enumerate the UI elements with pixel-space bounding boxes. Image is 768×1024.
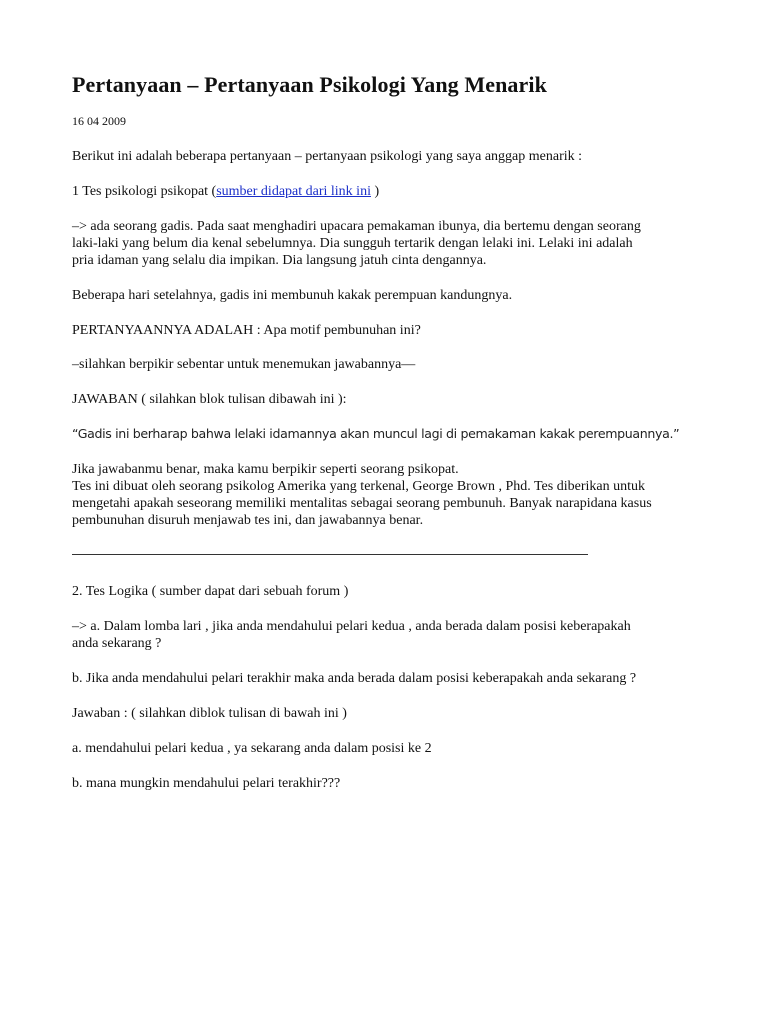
explanation-line: mengetahi apakah seseorang memiliki mentalitas sebagai seorang pembunuh. Banyak narapidana kasus: [72, 496, 652, 511]
explanation-line: pembunuhan disuruh menjawab tes ini, dan jawabannya benar.: [72, 513, 424, 528]
source-link[interactable]: sumber didapat dari link ini: [216, 184, 371, 199]
story-line: laki-laki yang belum dia kenal sebelumnya. Dia sungguh tertarik dengan lelaki ini. Lelaki ini adalah: [72, 236, 633, 251]
answer2-label: Jawaban : ( silahkan diblok tulisan di bawah ini ): [72, 706, 347, 721]
page-title: Pertanyaan – Pertanyaan Psikologi Yang Menarik: [72, 72, 547, 97]
section-divider: [72, 554, 588, 555]
event-paragraph: Beberapa hari setelahnya, gadis ini membunuh kakak perempuan kandungnya.: [72, 288, 513, 303]
section1-heading-prefix: 1 Tes psikologi psikopat (: [72, 184, 217, 199]
section1-heading: [72, 183, 379, 200]
answer-label: JAWABAN ( silahkan blok tulisan dibawah ini ):: [72, 392, 347, 407]
explanation-line: Tes ini dibuat oleh seorang psikolog Amerika yang terkenal, George Brown , Phd. Tes diberikan untuk: [72, 479, 645, 494]
think-prompt: –silahkan berpikir sebentar untuk menemukan jawabannya—: [72, 357, 416, 372]
explanation-line: Jika jawabanmu benar, maka kamu berpikir seperti seorang psikopat.: [72, 462, 459, 477]
answer-b[interactable]: b. mana mungkin mendahului pelari terakhir???: [72, 776, 341, 791]
story-line: –> ada seorang gadis. Pada saat menghadiri upacara pemakaman ibunya, dia bertemu dengan seorang: [72, 219, 641, 234]
question-b-paragraph: b. Jika anda mendahului pelari terakhir maka anda berada dalam posisi keberapakah anda sekarang ?: [72, 671, 637, 686]
post-date: 16 04 2009: [72, 114, 126, 128]
answer-a[interactable]: a. mendahului pelari kedua , ya sekarang anda dalam posisi ke 2: [72, 741, 432, 756]
section2-heading: 2. Tes Logika ( sumber dapat dari sebuah forum ): [72, 584, 349, 599]
question-a-line: –> a. Dalam lomba lari , jika anda mendahului pelari kedua , anda berada dalam posisi keberapakah: [72, 619, 631, 634]
intro-paragraph: Berikut ini adalah beberapa pertanyaan – pertanyaan psikologi yang saya anggap menarik :: [72, 149, 583, 164]
hidden-answer[interactable]: “Gadis ini berharap bahwa lelaki idamannya akan muncul lagi di pemakaman kakak perempuannya.”: [72, 426, 680, 441]
question-paragraph: PERTANYAANNYA ADALAH : Apa motif pembunuhan ini?: [72, 323, 421, 338]
story-line: pria idaman yang selalu dia impikan. Dia langsung jatuh cinta dengannya.: [72, 253, 487, 268]
question-a-line: anda sekarang ?: [72, 636, 162, 651]
section1-heading-suffix: ): [370, 184, 380, 199]
